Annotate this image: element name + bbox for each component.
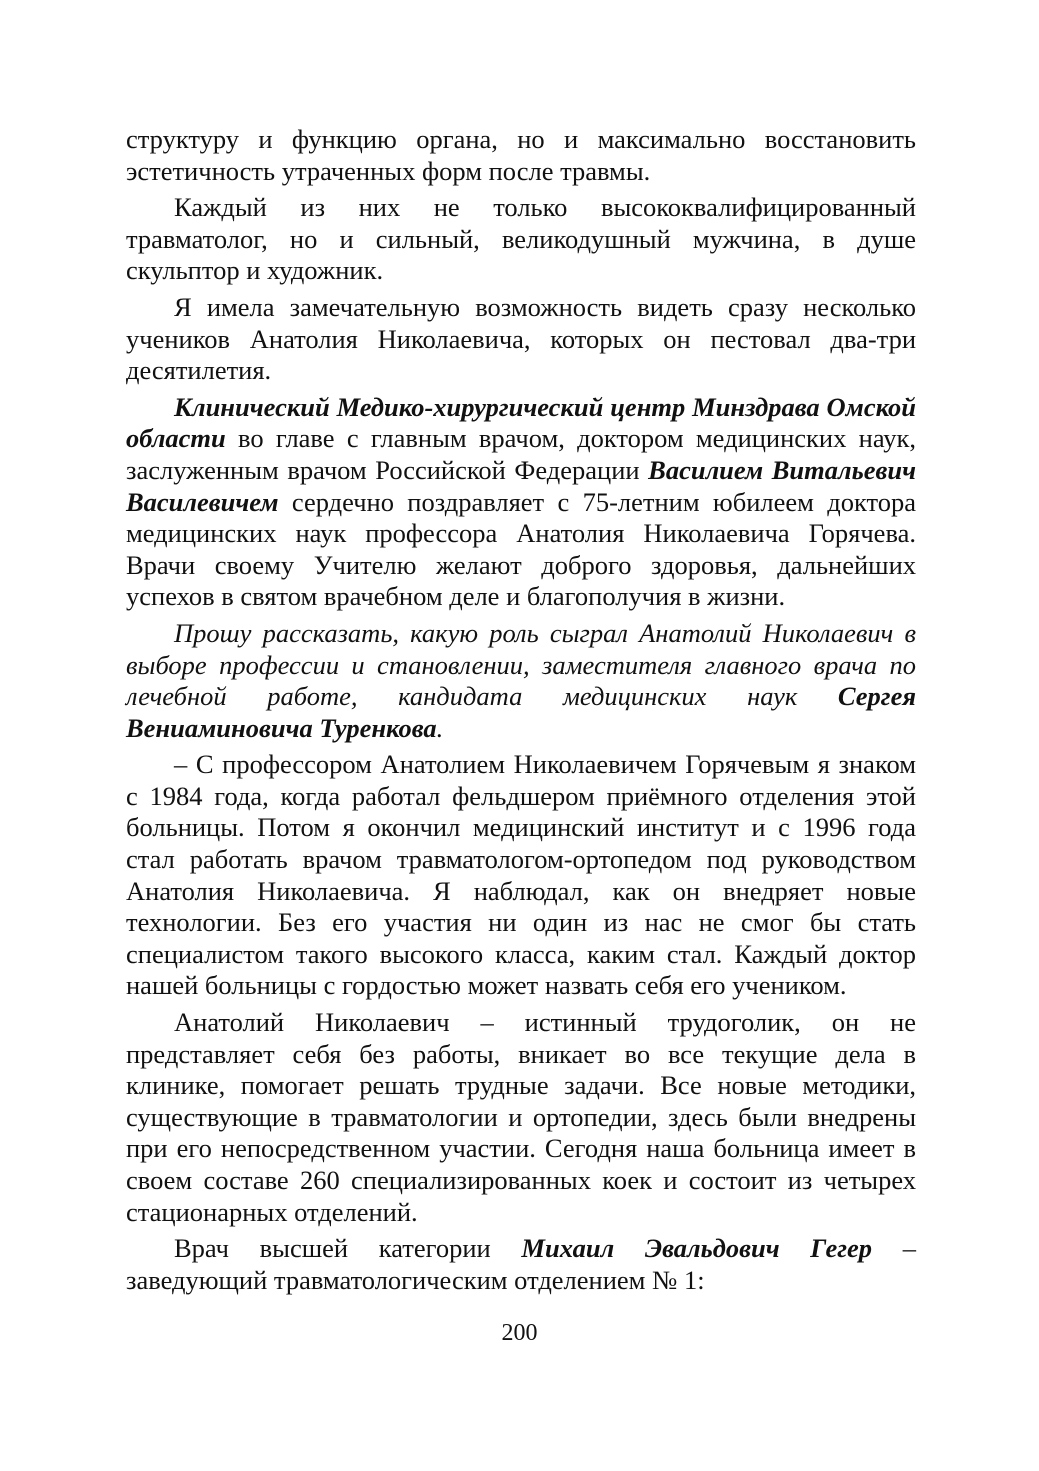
paragraph-2: Каждый из них не только высококвалифицированный травматолог, но и сильный, великодушный мужчина, в душе скульптор и художник.	[126, 192, 916, 286]
chief-doctor-name: Василием Витальевич Василевичем	[126, 454, 916, 517]
interview-question	[126, 618, 916, 744]
department-head-name: Михаил Эвальдович Гегер	[521, 1233, 873, 1264]
paragraph-8	[126, 1233, 916, 1296]
paragraph-8-text-2: – заведующий травматологическим отделением № 1:	[126, 1233, 916, 1295]
paragraph-3: Я имела замечательную возможность видеть сразу несколько учеников Анатолия Николаевича, которых он пестовал два-три десятилетия.	[126, 291, 916, 386]
question-end: .	[436, 712, 444, 743]
question-text: Прошу рассказать, какую роль сыграл Анатолий Николаевич в выборе профессии и становлении, заместителя главного врача по лечебной работе, кандидата медицинских наук	[126, 617, 916, 712]
page-number: 200	[501, 1320, 538, 1346]
paragraph-4	[126, 392, 916, 613]
organization-name: Клинический Медико-хирургический центр Минздрава Омской области	[126, 391, 916, 454]
paragraph-8-text-1: Врач высшей категории	[174, 1233, 522, 1264]
paragraph-6: – С профессором Анатолием Николаевичем Горячевым я знаком с 1984 года, когда работал фельдшером приёмного отделения этой больницы. Потом я окончил медицинский институт и с 1996 года стал работать врачом травматологом-ортопедом под руководством Анатолия Николаевича. Я наблюдал, как он внедряет новые технологии. Без его участия ни один из нас не смог бы стать специалистом такого высокого класса, каким стал. Каждый доктор нашей больницы с гордостью может назвать себя его учеником.	[126, 749, 916, 1001]
deputy-doctor-name: Сергея Вениаминовича Туренкова	[126, 681, 916, 743]
paragraph-4-text-2: сердечно поздравляет с 75-летним юбилеем доктора медицинских наук профессора Анатолия Николаевича Горячева. Врачи своему Учителю желают доброго здоровья, дальнейших успехов в святом врачебном деле и благополучия в жизни.	[126, 486, 916, 612]
paragraph-1: структуру и функцию органа, но и максимально восстановить эстетичность утраченных форм после травмы.	[126, 124, 916, 186]
paragraph-7: Анатолий Николаевич – истинный трудоголик, он не представляет себя без работы, вникает во все текущие дела в клинике, помогает решать трудные задачи. Все новые методики, существующие в травматологии и ортопедии, здесь были внедрены при его непосредственном участии. Сегодня наша больница имеет в своем составе 260 специализированных коек и состоит из четырех стационарных отделений.	[126, 1007, 916, 1227]
paragraph-4-text-1: во главе с главным врачом, доктором медицинских наук, заслуженным врачом Российской Федерации	[126, 423, 916, 485]
page-text	[126, 124, 916, 1301]
